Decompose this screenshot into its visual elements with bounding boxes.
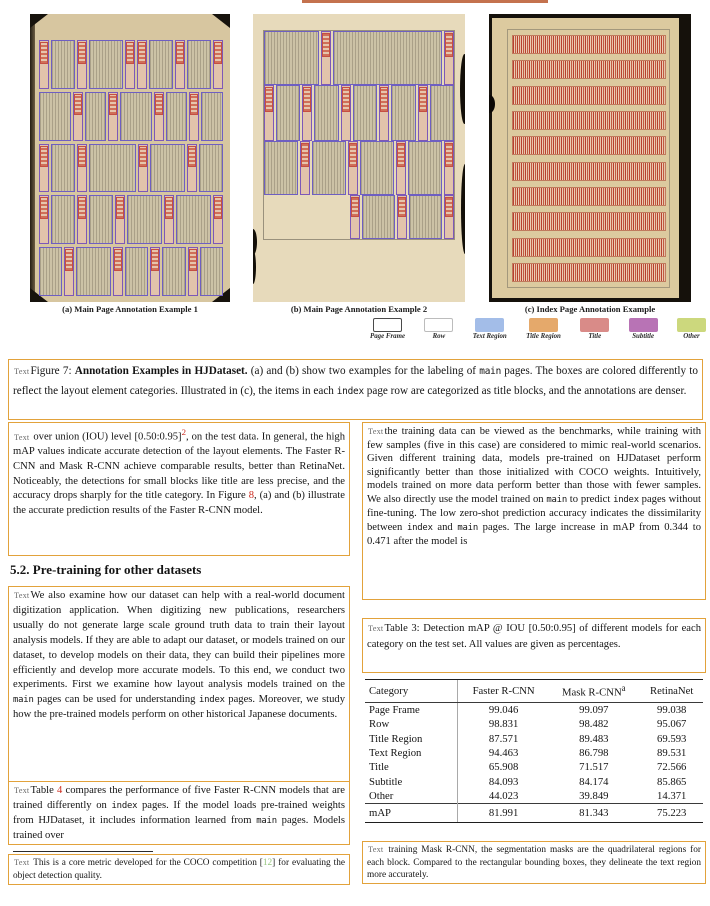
col-header-category: Category: [365, 680, 458, 702]
text-region-block: [199, 144, 223, 193]
value-cell: 99.097: [579, 703, 609, 716]
text-region-block: [360, 141, 394, 195]
mono-index: index: [613, 494, 639, 505]
value-cell: 84.093: [488, 775, 519, 788]
value-cell: 44.023: [488, 790, 519, 802]
title-strip-block: [418, 85, 428, 141]
index-title-row: [512, 263, 666, 282]
mono-index: index: [199, 695, 225, 706]
col-header-mask-rcnn: Mask R-CNN$^a$: [547, 680, 638, 702]
legend-item: [677, 318, 706, 340]
text-annotation-label: Text: [14, 367, 30, 376]
table-row: [365, 746, 703, 760]
category-cell: Text Region: [365, 746, 458, 760]
legend-label: Title Region: [526, 333, 561, 340]
figure7-caption-annotation-box: TextFigure 7: Annotation Examples in HJDataset. (a) and (b) show two examples for the labeling of main pages. The boxes are colored differently to reflect the layout element categories. Illustrated in (c), the items in each index page row are categorized as title blocks, and the annotations are denser.: [8, 359, 703, 420]
table4-link[interactable]: 4: [57, 785, 63, 796]
title-strip-block: [213, 40, 223, 89]
text-region-block: [51, 144, 75, 193]
text-region-block: [51, 195, 75, 244]
text-region-block: [201, 92, 223, 141]
index-title-row: [512, 111, 666, 130]
category-cell: Other: [365, 789, 458, 804]
value-cell: 65.908: [488, 761, 519, 774]
value-cell: 89.483: [579, 732, 609, 745]
table3-summary-row: [365, 804, 703, 823]
title-strip-block: [138, 144, 148, 193]
text-annotation-label: Text: [14, 432, 30, 442]
left-footnote-annotation-box: Text This is a core metric developed for the COCO competition [12] for evaluating the object detection quality.: [8, 854, 350, 885]
legend-label: Text Region: [472, 333, 507, 340]
legend-label: Row: [432, 333, 446, 340]
text-region-block: [89, 144, 135, 193]
index-title-row: [512, 60, 666, 79]
title-strip-block: [302, 85, 312, 141]
footnote-rule: [13, 851, 153, 852]
title-strip-block: [164, 195, 174, 244]
footnote-ref-2[interactable]: 2: [181, 427, 186, 437]
title-strip-block: [350, 195, 360, 239]
mono-index: index: [406, 522, 433, 533]
table-row: [365, 717, 703, 731]
annotated-row-band: [350, 195, 455, 239]
value-cell: 39.849: [579, 790, 609, 802]
text-region-block: [430, 85, 454, 141]
value-cell: 87.571: [488, 732, 519, 745]
col-header-faster-rcnn: Faster R-CNN: [458, 680, 548, 702]
index-title-row: [512, 162, 666, 181]
subfigure-caption-b: (b) Main Page Annotation Example 2: [290, 304, 428, 314]
title-strip-block: [444, 141, 454, 195]
figure7-label: Figure 7:: [30, 365, 75, 377]
annotated-row-band: [264, 85, 454, 141]
legend-swatch: [424, 318, 453, 332]
text-region-block: [264, 31, 319, 85]
title-strip-block: [73, 92, 83, 141]
title-strip-block: [379, 85, 389, 141]
table3-footnote-annotation-box: [362, 841, 706, 884]
index-title-row: [512, 35, 666, 54]
table3-footnote: training Mask R-CNN, the segmentation masks are the quadrilateral regions for each block. Compared to the rectangular bounding boxes, they delineate the text region more accurately.: [367, 845, 702, 881]
mono-main: main: [479, 366, 502, 377]
subfigure-caption-a: (a) Main Page Annotation Example 1: [62, 304, 198, 314]
legend-swatch: [580, 318, 609, 332]
citation-12-link[interactable]: 12: [262, 858, 273, 868]
map-value: 81.343: [547, 804, 638, 823]
figure8-link[interactable]: 8: [248, 490, 255, 502]
text-region-block: [39, 92, 71, 141]
text-region-block: [51, 40, 75, 89]
table-row: [365, 760, 703, 774]
col-header-retinanet: RetinaNet: [638, 680, 703, 702]
title-strip-block: [77, 144, 87, 193]
annotated-row-band: [264, 31, 454, 85]
value-cell: 84.174: [579, 775, 609, 788]
text-region-block: [187, 40, 211, 89]
table3-caption-annotation-box: [362, 618, 706, 673]
category-cell: Page Frame: [365, 702, 458, 717]
value-cell: 69.593: [657, 732, 687, 745]
text-region-block: [176, 195, 211, 244]
table-row: [365, 702, 703, 717]
table-row: [365, 774, 703, 788]
title-strip-block: [113, 247, 123, 296]
table3-header-row: [365, 680, 703, 702]
legend-swatch: [629, 318, 658, 332]
table-row: [365, 731, 703, 745]
title-strip-block: [444, 31, 454, 85]
title-strip-block: [300, 141, 310, 195]
legend-item: [526, 318, 561, 340]
text-annotation-label: Text: [368, 624, 384, 633]
title-strip-block: [64, 247, 74, 296]
title-strip-block: [115, 195, 125, 244]
index-title-row: [512, 86, 666, 105]
annotated-row-band: [264, 141, 454, 195]
title-strip-block: [321, 31, 331, 85]
text-region-block: [85, 92, 107, 141]
book-spine: [30, 14, 35, 302]
index-title-row: [512, 187, 666, 206]
value-cell: 85.865: [657, 775, 687, 788]
text-region-block: [166, 92, 188, 141]
index-title-row: [512, 238, 666, 257]
legend-swatch: [677, 318, 706, 332]
title-strip-block: [397, 195, 407, 239]
title-strip-block: [39, 40, 49, 89]
text-region-block: [409, 195, 442, 239]
title-strip-block: [188, 247, 198, 296]
table3: [365, 679, 703, 823]
legend-label: Title: [588, 333, 602, 340]
value-cell: 99.038: [657, 703, 687, 716]
title-strip-block: [187, 144, 197, 193]
title-strip-block: [175, 40, 185, 89]
table-footnote-marker: a: [621, 683, 626, 693]
value-cell: 95.067: [657, 718, 687, 731]
text-region-block: [39, 247, 62, 296]
category-cell: Title: [365, 760, 458, 774]
section-heading-5-2: 5.2. Pre-training for other datasets: [10, 562, 202, 577]
title-strip-block: [150, 247, 160, 296]
legend-swatch: [475, 318, 504, 332]
mono-index: index: [336, 385, 364, 397]
legend-item: [424, 318, 453, 340]
text-region-block: [312, 141, 346, 195]
text-annotation-label: Text: [368, 845, 384, 854]
category-cell: Row: [365, 717, 458, 731]
text-region-block: [200, 247, 223, 296]
page-frame-line: [507, 29, 670, 288]
title-strip-block: [137, 40, 147, 89]
text-annotation-label: Text: [368, 427, 384, 436]
text-region-block: [89, 195, 113, 244]
text-region-block: [264, 141, 298, 195]
subfigure-caption-c: (c) Index Page Annotation Example: [524, 304, 656, 314]
mono-main: main: [256, 815, 277, 826]
legend-swatch: [373, 318, 402, 332]
figure7-title: Annotation Examples in HJDataset.: [74, 365, 251, 377]
legend-label: Other: [683, 333, 700, 340]
left-paragraph-2-annotation-box: TextWe also examine how our dataset can help with a real-world document digitization application. When digitizing new publications, researchers usually do not generate large scale ground truth data to train their layout analysis models. If they are able to adapt our dataset, or models trained on our dataset, to develop models on their data, they can build their pipelines more efficiently and develop more accurate models. To this end, we conduct two experiments. First we examine how layout analysis models trained on the main pages can be used for understanding index pages. Moreover, we study how the pre-trained models perform on other historical Japanese documents.: [8, 586, 350, 783]
title-strip-block: [77, 195, 87, 244]
legend-label: Subtitle: [632, 333, 655, 340]
text-region-block: [362, 195, 395, 239]
mono-index: index: [111, 800, 138, 811]
mono-main: main: [457, 522, 478, 533]
legend-swatch: [529, 318, 558, 332]
figure-image-main-page-example-2: [253, 14, 465, 302]
legend: [370, 318, 706, 340]
map-value: 75.223: [638, 804, 703, 823]
title-strip-block: [348, 141, 358, 195]
legend-item: [473, 318, 507, 340]
text-region-block: [89, 40, 124, 89]
legend-item: [629, 318, 658, 340]
title-strip-block: [444, 195, 454, 239]
value-cell: 94.463: [488, 746, 519, 759]
legend-item: [370, 318, 405, 340]
map-value: 81.991: [458, 804, 548, 823]
text-region-block: [76, 247, 110, 296]
figure-image-index-page-example: [489, 14, 691, 302]
table-row: [365, 789, 703, 804]
text-annotation-label: Text: [14, 786, 30, 795]
mono-main: main: [13, 695, 34, 706]
title-strip-block: [396, 141, 406, 195]
map-label: mAP: [365, 804, 458, 823]
text-annotation-label: Text: [14, 858, 30, 867]
title-strip-block: [264, 85, 274, 141]
text-region-block: [314, 85, 338, 141]
title-strip-block: [341, 85, 351, 141]
text-region-block: [353, 85, 377, 141]
table3-body: [365, 702, 703, 804]
text-region-block: [120, 92, 152, 141]
text-region-block: [149, 40, 173, 89]
text-region-block: [162, 247, 185, 296]
text-region-block: [276, 85, 300, 141]
figure-image-main-page-example-1: [30, 14, 230, 302]
cropped-annotation-box-edge: [302, 0, 548, 3]
title-strip-block: [125, 40, 135, 89]
value-cell: 98.482: [579, 718, 609, 731]
value-cell: 72.566: [657, 761, 687, 774]
value-cell: 14.371: [657, 790, 687, 802]
right-paragraph-1-annotation-box: Textthe training data can be viewed as the benchmarks, while training with few samples (five in this case) are considered to mimic real-world scenarios. Given different training data, models pre-trained on HJDataset perform significantly better than those initialized with COCO weights. Intuitively, models trained on more data perform better than those with fewer samples. We also directly use the model trained on main to predict index pages without fine-tuning. The low zero-shot prediction accuracy indicates the dissimilarity between index and main pages. The large increase in mAP from 0.344 to 0.471 after the model is: [362, 422, 706, 600]
title-strip-block: [108, 92, 118, 141]
text-annotation-label: Text: [14, 591, 30, 600]
title-strip-block: [39, 195, 49, 244]
title-strip-block: [39, 144, 49, 193]
category-cell: Title Region: [365, 731, 458, 745]
table3-caption: Table 3: Detection mAP @ IOU [0.50:0.95] of different models for each category on the test set. All values are given as percentages.: [367, 623, 701, 651]
text-region-block: [333, 31, 442, 85]
value-cell: 89.531: [657, 746, 687, 759]
legend-label: Page Frame: [370, 333, 406, 340]
left-paragraph-1-annotation-box: Text over union (IOU) level [0.50:0.95]$^2$, on the test data. In general, the high mAP values indicate accurate detection of the layout elements. The Faster R-CNN and Mask R-CNN achieve comparable results, better than RetinaNet. Noticeably, the detections for small blocks like title are less precise, and the accuracy drops sharply for the title category. In Figure 8, (a) and (b) illustrate the accurate prediction results of the Faster R-CNN model.: [8, 422, 350, 556]
left-paragraph-3-annotation-box: TextTable 4 compares the performance of five Faster R-CNN models that are trained differently on index pages. If the model loads pre-trained weights from HJDataset, it includes information learned from main pages. Models trained over: [8, 781, 350, 845]
annotated-blocks-grid: [39, 40, 223, 296]
text-region-block: [125, 247, 148, 296]
index-title-row: [512, 212, 666, 231]
category-cell: Subtitle: [365, 774, 458, 788]
value-cell: 99.046: [488, 703, 519, 716]
title-strip-block: [154, 92, 164, 141]
title-strip-block: [189, 92, 199, 141]
value-cell: 71.517: [579, 761, 609, 774]
text-region-block: [408, 141, 442, 195]
text-region-block: [391, 85, 415, 141]
index-title-row: [512, 136, 666, 155]
page-frame-line: [263, 30, 455, 240]
text-region-block: [127, 195, 162, 244]
legend-item: [580, 318, 609, 340]
text-region-block: [150, 144, 185, 193]
value-cell: 98.831: [488, 718, 519, 731]
title-strip-block: [77, 40, 87, 89]
title-strip-block: [213, 195, 223, 244]
mono-main: main: [546, 494, 567, 505]
value-cell: 86.798: [579, 746, 609, 759]
index-row-bands: [512, 35, 666, 282]
